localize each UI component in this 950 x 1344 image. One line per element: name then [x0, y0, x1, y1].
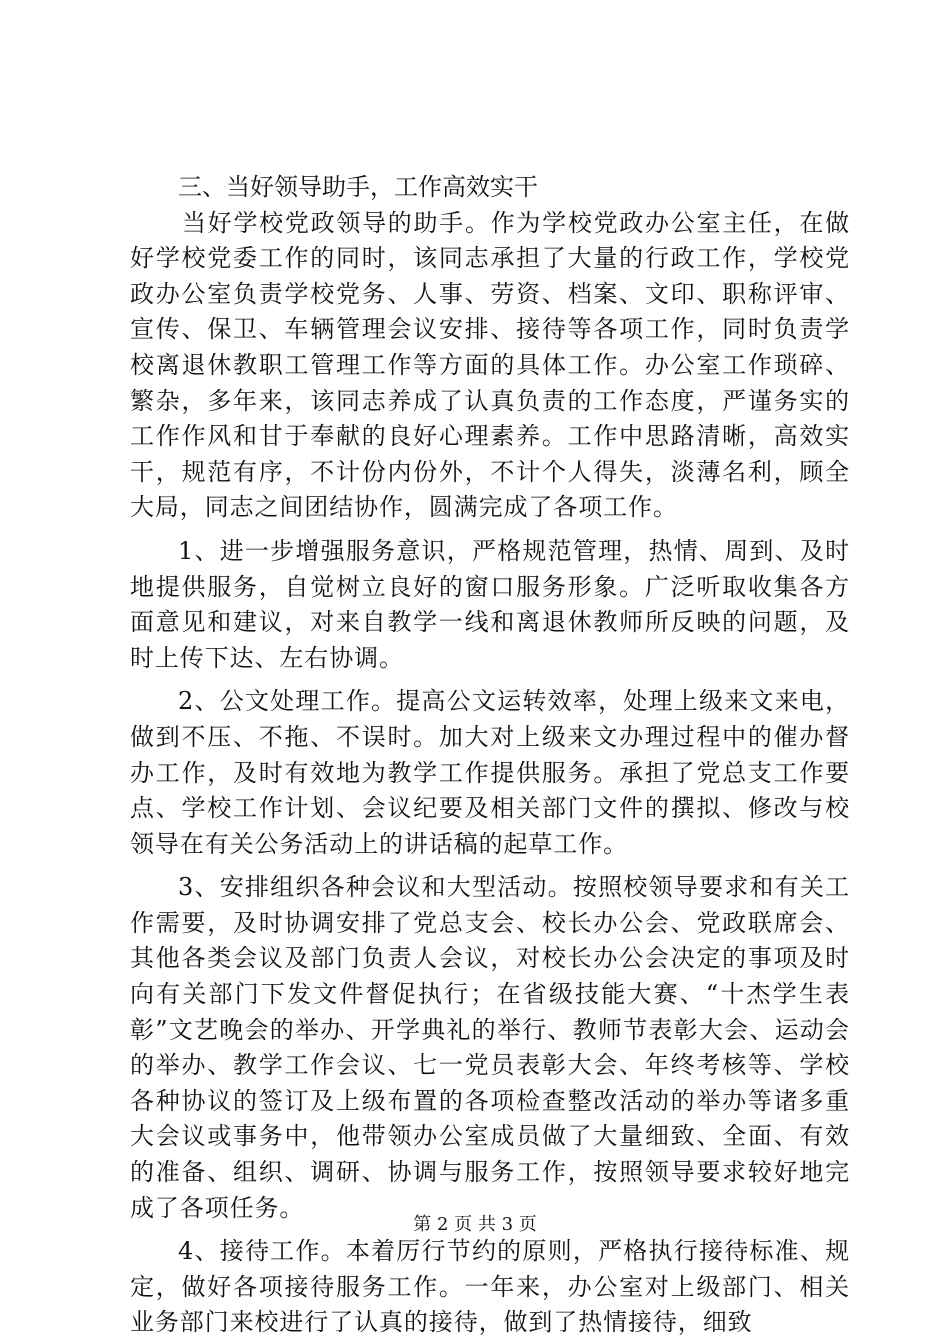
document-body — [130, 170, 850, 1341]
page-footer: 第 2 页 共 3 页 — [413, 1214, 537, 1235]
paragraph-item-2: 2、公文处理工作。提高公文运转效率，处理上级来文来电，做到不压、不拖、不误时。加大对上级来文办理过程中的催办督办工作，及时有效地为教学工作提供服务。承担了党总支工作要点、学校工作计划、会议纪要及相关部门文件的撰拟、修改与校领导在有关公务活动上的讲话稿的起草工作。 — [130, 687, 850, 858]
paragraph-intro: 当好学校党政领导的助手。作为学校党政办公室主任，在做好学校党委工作的同时，该同志承担了大量的行政工作，学校党政办公室负责学校党务、人事、劳资、档案、文印、职称评审、宣传、保卫、车辆管理会议安排、接待等各项工作，同时负责学校离退休教职工管理工作等方面的具体工作。办公室工作琐碎、繁杂，多年来，该同志养成了认真负责的工作态度，严谨务实的工作作风和甘于奉献的良好心理素养。工作中思路清晰，高效实干，规范有序，不计份内份外，不计个人得失，淡薄名利，顾全大局，同志之间团结协作，圆满完成了各项工作。 — [130, 208, 850, 522]
paragraph-item-1: 1、进一步增强服务意识，严格规范管理，热情、周到、及时地提供服务，自觉树立良好的窗口服务形象。广泛听取收集各方面意见和建议，对来自教学一线和离退休教师所反映的问题，及时上传下达、左右协调。 — [130, 536, 850, 672]
paragraph-item-3: 3、安排组织各种会议和大型活动。按照校领导要求和有关工作需要，及时协调安排了党总支会、校长办公会、党政联席会、其他各类会议及部门负责人会议，对校长办公会决定的事项及时向有关部门下发文件督促执行；在省级技能大赛、“十杰学生表彰”文艺晚会的举办、开学典礼的举行、教师节表彰大会、运动会的举办、教学工作会议、七一党员表彰大会、年终考核等、学校各种协议的签订及上级布置的各项检查整改活动的举办等诸多重大会议或事务中，他带领办公室成员做了大量细致、全面、有效的准备、组织、调研、协调与服务工作，按照领导要求较好地完成了各项任务。 — [130, 873, 850, 1222]
paragraph-item-4: 4、接待工作。本着厉行节约的原则，严格执行接待标准、规定，做好各项接待服务工作。一年来，办公室对上级部门、相关业务部门来校进行了认真的接待，做到了热情接待，细致 — [130, 1237, 850, 1337]
section-heading: 三、当好领导助手，工作高效实干 — [178, 173, 538, 201]
